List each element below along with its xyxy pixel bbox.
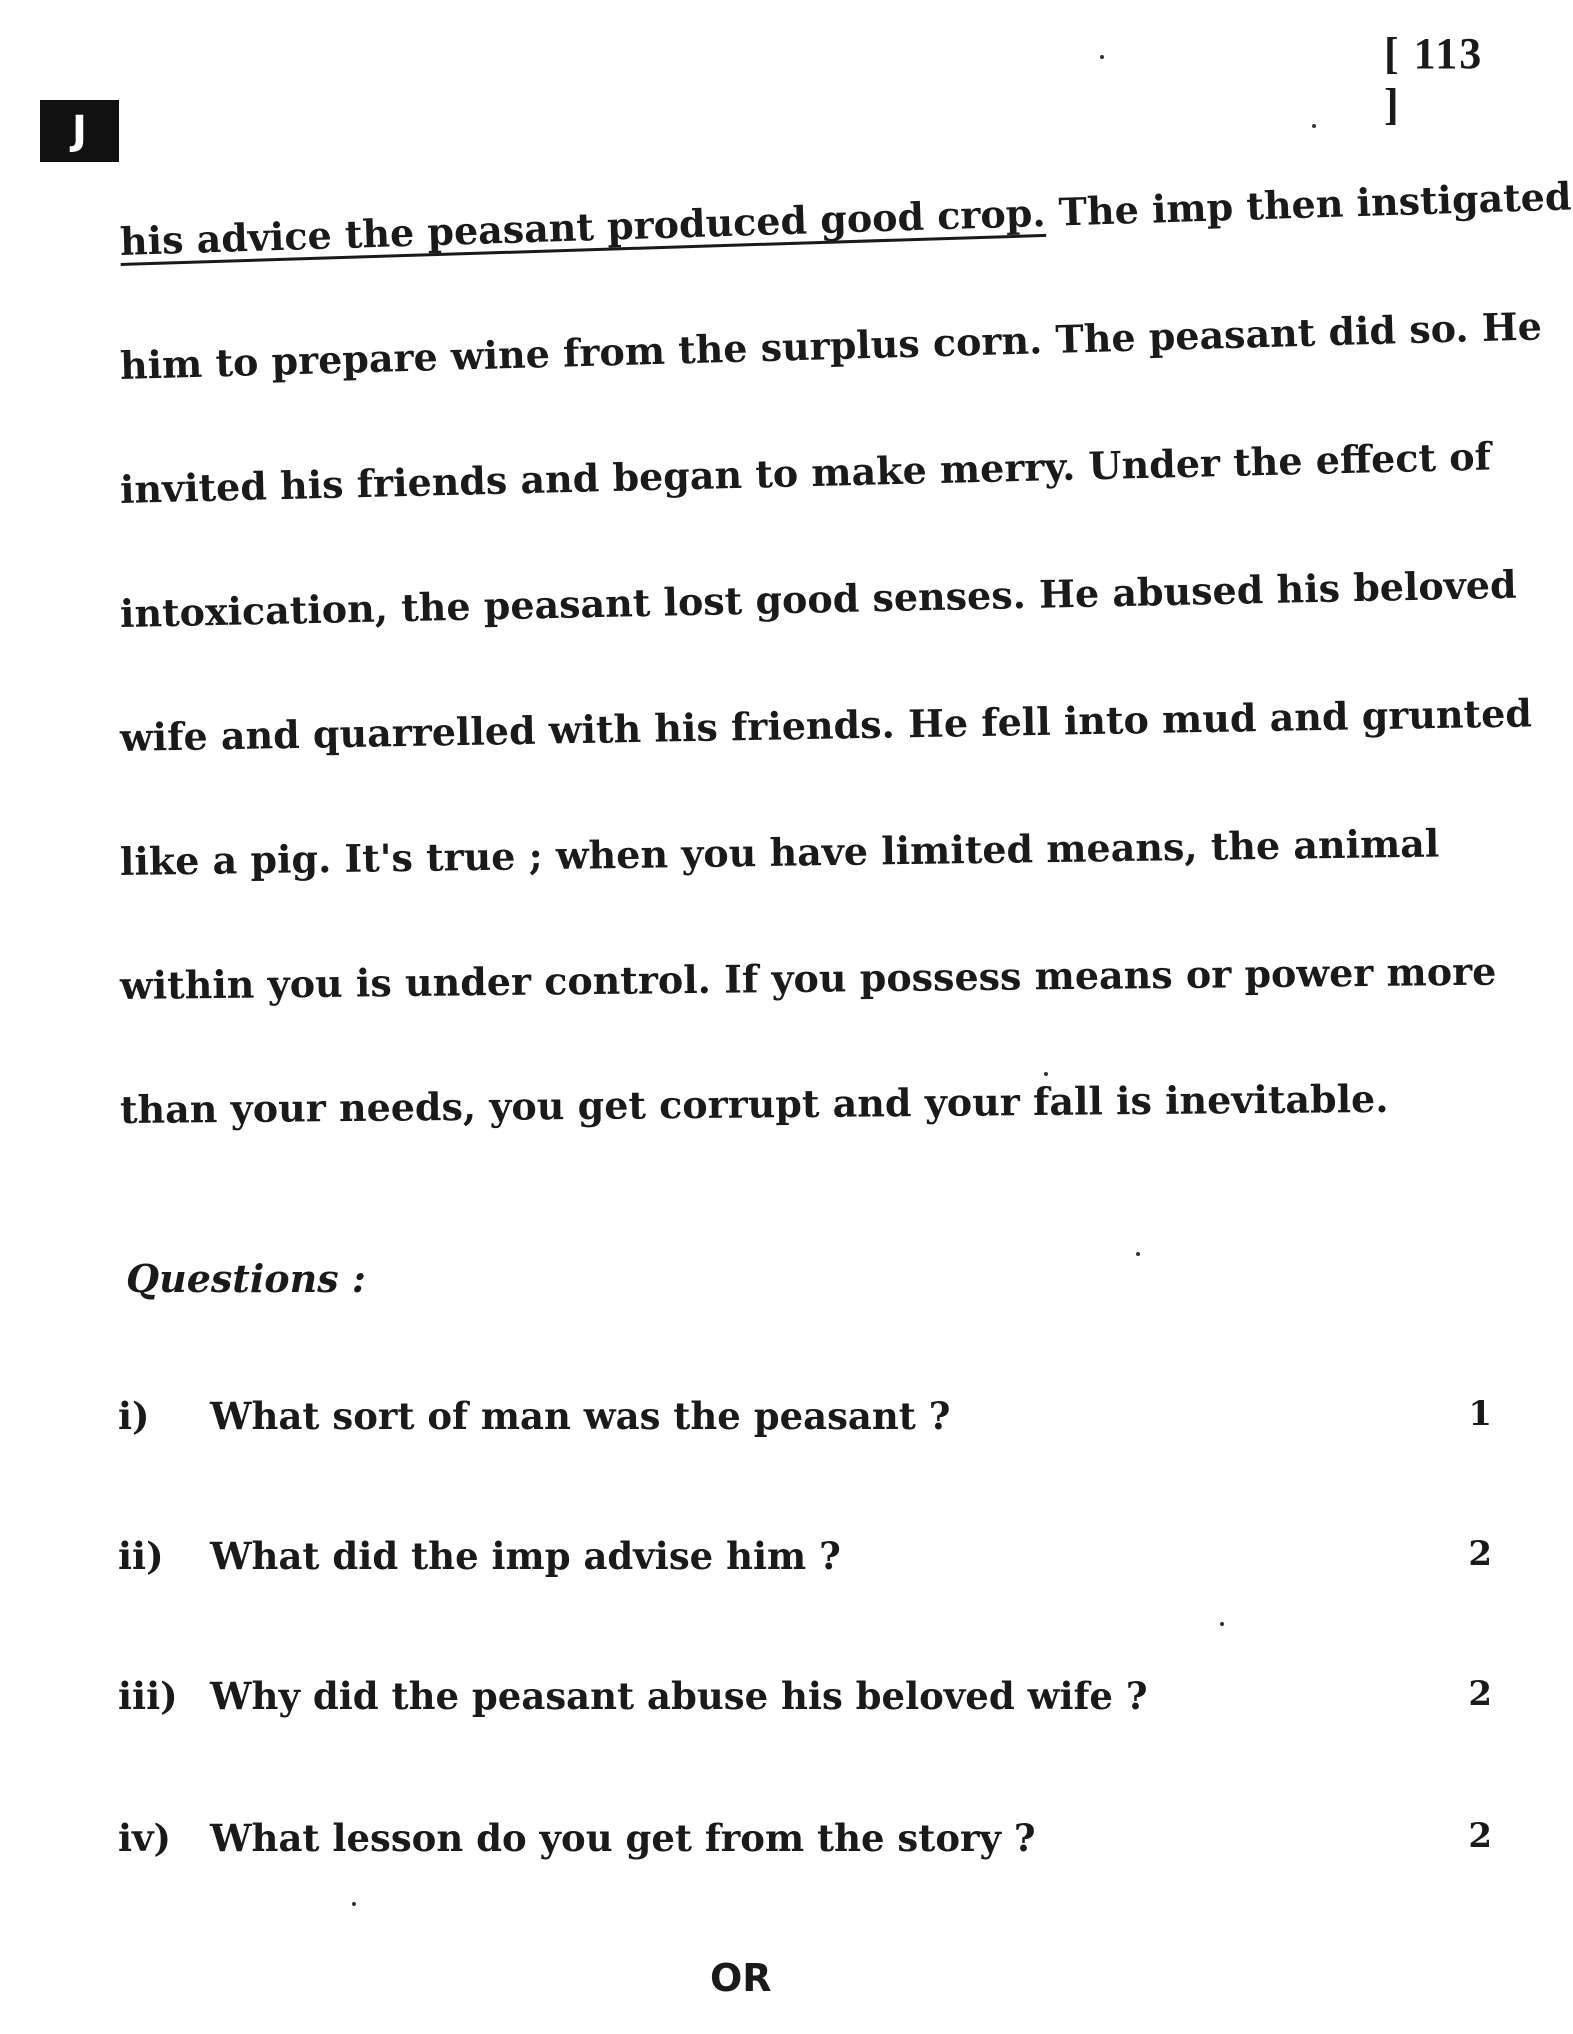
line-text: wife and quarrelled with his friends. He fell into mud and grunted xyxy=(119,690,1533,760)
question-number: ii) xyxy=(118,1534,164,1578)
line-text: within you is under control. If you possess means or power more xyxy=(119,948,1497,1008)
question-number: iv) xyxy=(118,1816,172,1860)
passage-line xyxy=(119,910,1500,1048)
passage-line xyxy=(119,781,1501,924)
underlined-text: his advice the peasant produced good crop. xyxy=(119,189,1047,264)
scan-speck xyxy=(1136,1252,1140,1256)
line-text: him to prepare wine from the surplus corn. The peasant did so. He xyxy=(119,303,1543,388)
question-marks: 2 xyxy=(1468,1534,1492,1574)
question-text: What sort of man was the peasant ? xyxy=(210,1394,951,1438)
passage-line xyxy=(119,1036,1500,1172)
scan-speck xyxy=(1312,124,1316,128)
or-label: OR xyxy=(710,1956,772,2000)
scan-speck xyxy=(352,1902,356,1906)
scan-speck xyxy=(1100,55,1104,59)
question-text: Why did the peasant abuse his beloved wife ? xyxy=(210,1674,1148,1718)
line-text: intoxication, the peasant lost good senses. He abused his beloved xyxy=(119,561,1517,636)
question-item xyxy=(118,1534,1498,1594)
question-marks: 2 xyxy=(1468,1674,1492,1714)
page-number: [ 113 ] xyxy=(1384,29,1484,129)
question-marks: 1 xyxy=(1468,1394,1492,1434)
question-number: iii) xyxy=(118,1674,178,1718)
scan-speck xyxy=(1044,1072,1048,1076)
question-number: i) xyxy=(118,1394,150,1438)
scan-speck xyxy=(1220,1622,1224,1626)
question-marks: 2 xyxy=(1468,1816,1492,1856)
question-text: What lesson do you get from the story ? xyxy=(210,1816,1036,1860)
question-item xyxy=(118,1816,1498,1876)
line-text: like a pig. It's true ; when you have limited means, the animal xyxy=(119,820,1440,884)
question-item xyxy=(118,1394,1498,1454)
question-text: What did the imp advise him ? xyxy=(210,1534,841,1578)
section-badge: J xyxy=(40,100,119,162)
line-text: The imp then instigated xyxy=(1044,173,1573,235)
line-text: invited his friends and began to make merry. Under the effect of xyxy=(119,433,1492,512)
passage xyxy=(119,173,1573,1172)
line-text: than your needs, you get corrupt and your fall is inevitable. xyxy=(119,1075,1389,1132)
question-item xyxy=(118,1674,1498,1734)
questions-heading: Questions : xyxy=(126,1256,366,1301)
passage-line xyxy=(119,652,1533,800)
